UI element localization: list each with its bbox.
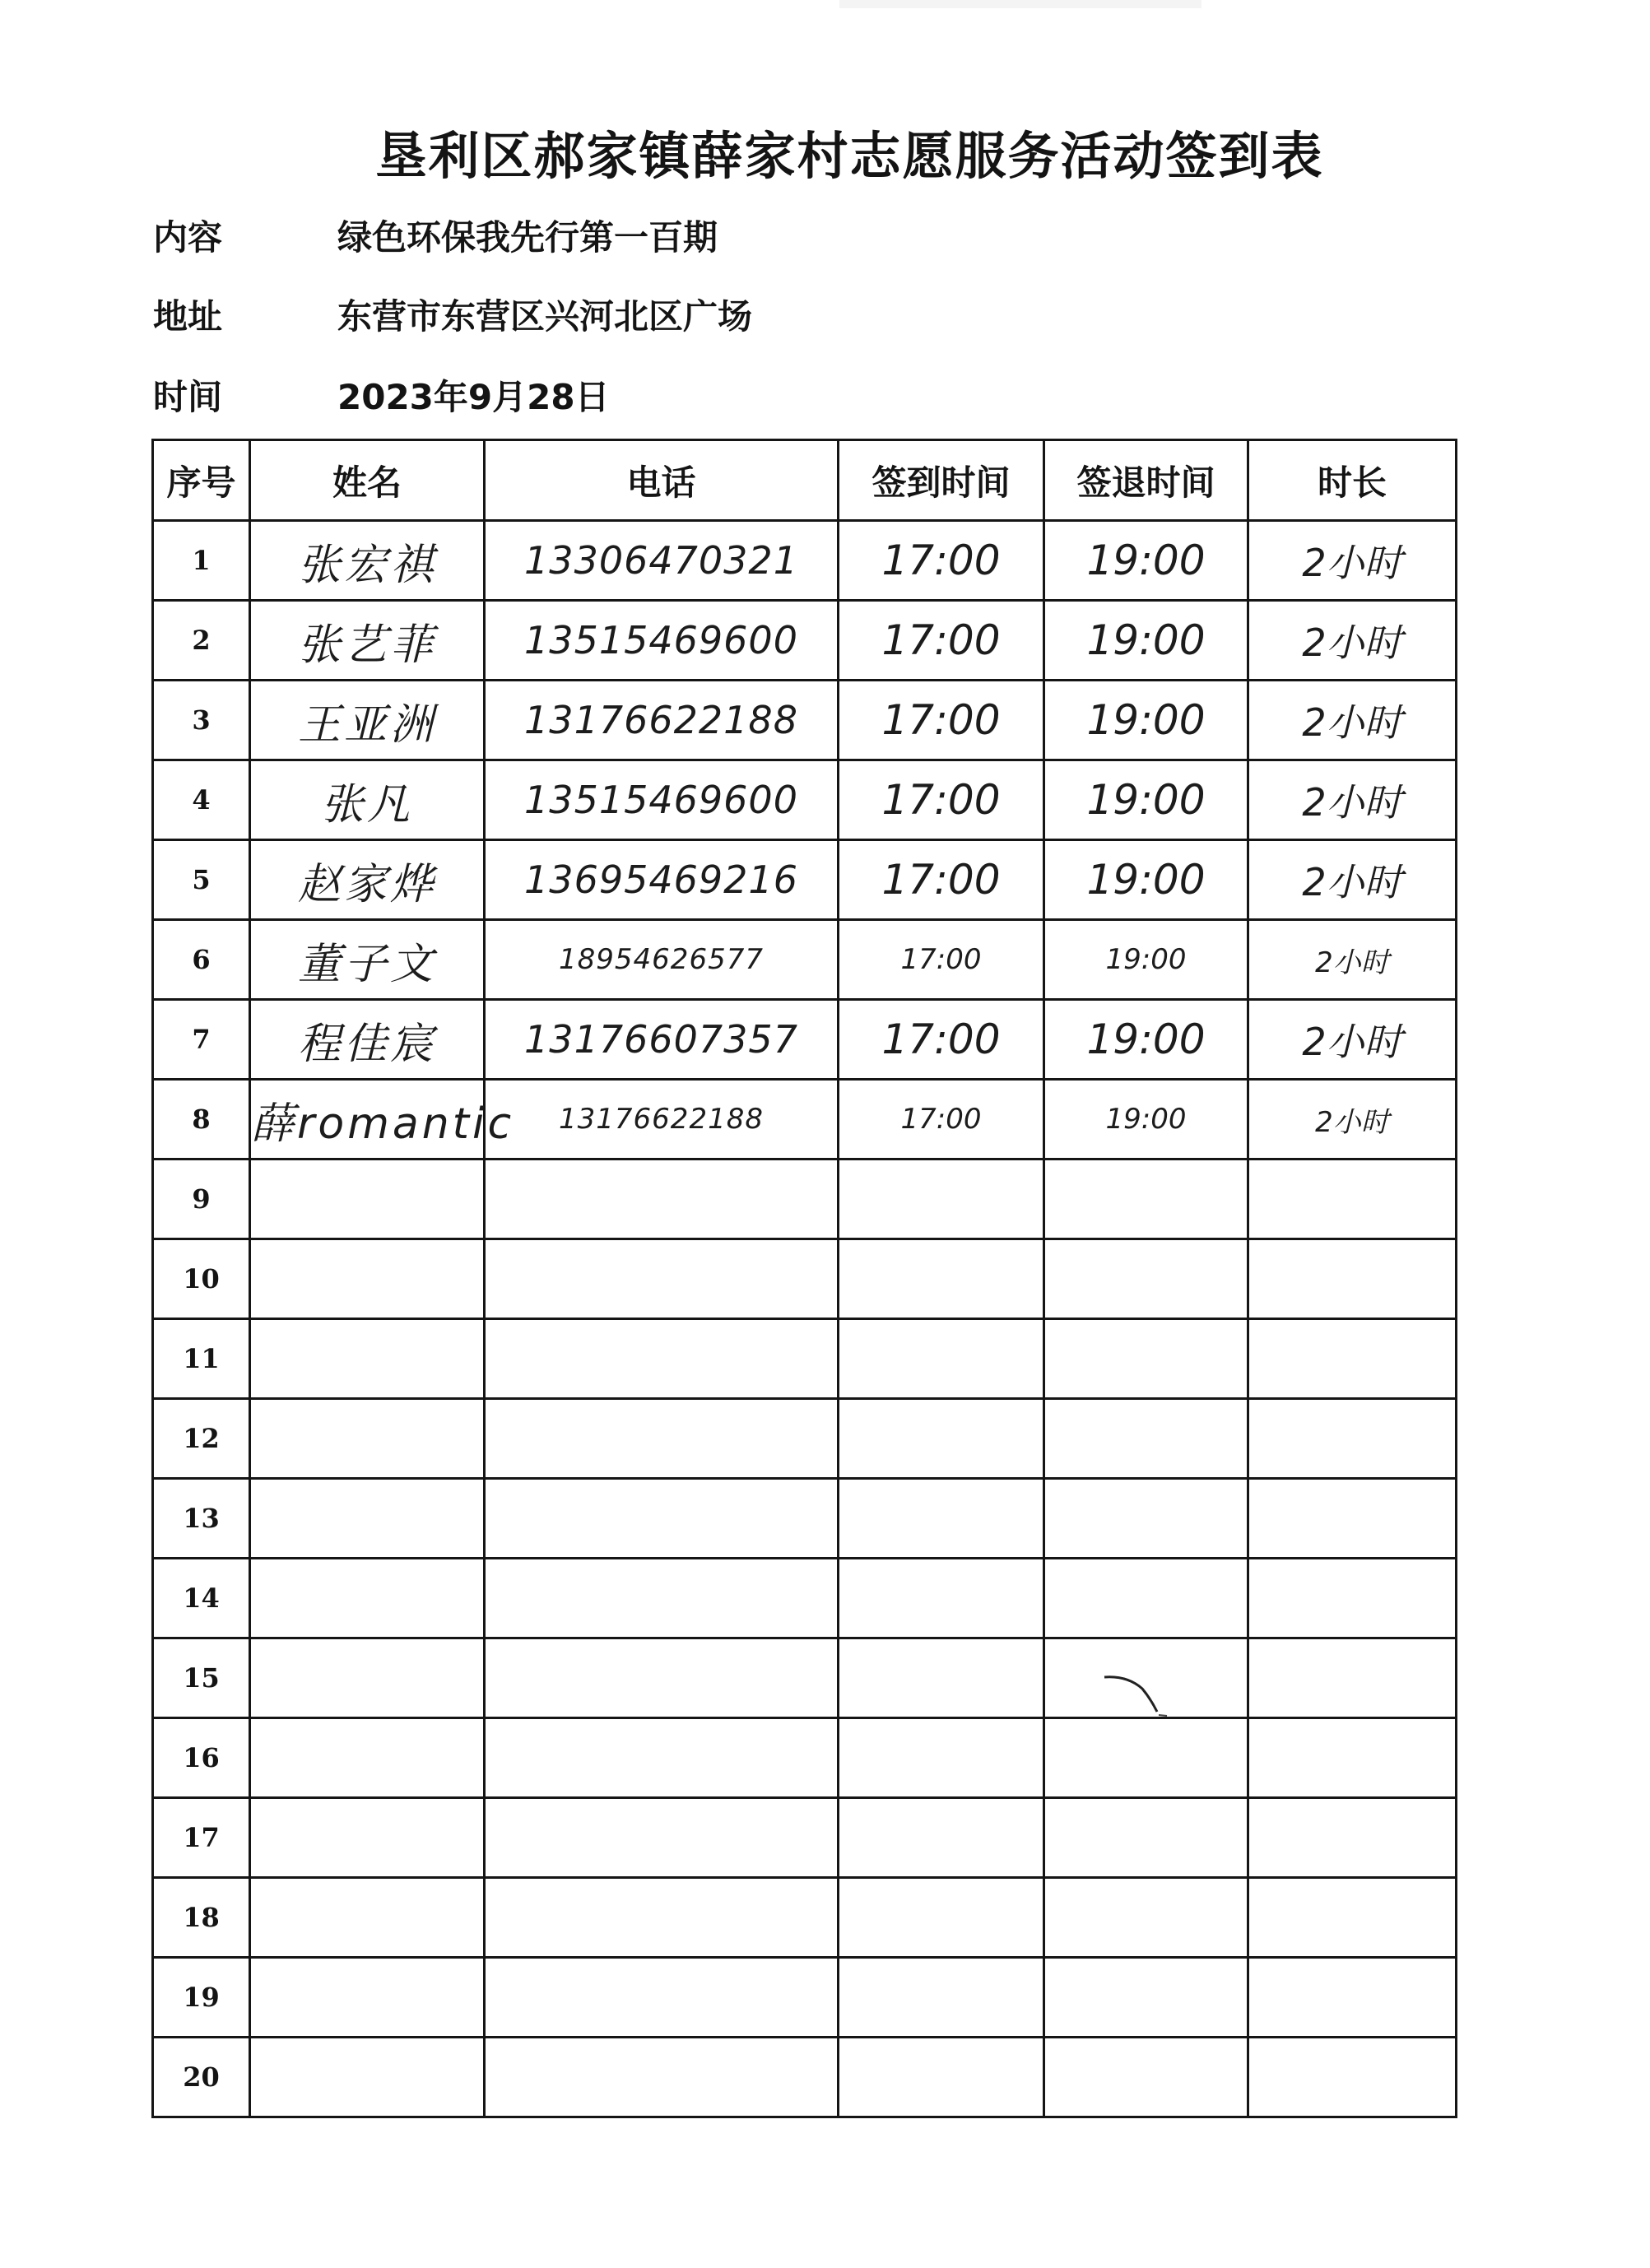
cell-seq: 8 [153, 1080, 250, 1160]
cell-name [250, 681, 485, 760]
cell-seq: 20 [153, 2038, 250, 2117]
handwritten-name: 薛romantic [251, 1099, 515, 1149]
cell-phone [485, 1399, 839, 1479]
handwritten-sign-out: 19:00 [1086, 856, 1206, 904]
handwritten-sign-in: 17:00 [881, 856, 1001, 904]
cell-sign-in [839, 1319, 1044, 1399]
cell-name [250, 840, 485, 920]
handwritten-name: 张凡 [320, 779, 413, 830]
cell-seq: 13 [153, 1479, 250, 1559]
cell-sign-in [839, 1479, 1044, 1559]
address-label: 地址 [153, 296, 223, 337]
cell-sign-out [1044, 1798, 1248, 1878]
table-row [153, 1559, 1457, 1638]
document-title: 垦利区郝家镇薛家村志愿服务活动签到表 [375, 126, 1324, 186]
cell-duration [1248, 1239, 1457, 1319]
handwritten-phone: 18954626577 [559, 943, 764, 976]
table-row [153, 920, 1457, 1000]
handwritten-name: 王亚洲 [297, 699, 436, 750]
cell-duration [1248, 1479, 1457, 1559]
info-content-row [153, 209, 718, 267]
cell-seq: 19 [153, 1958, 250, 2038]
handwritten-phone: 13515469600 [524, 778, 798, 822]
cell-sign-in [839, 1798, 1044, 1878]
table-row [153, 2038, 1457, 2117]
handwritten-duration: 2小时 [1315, 1105, 1389, 1139]
cell-duration [1248, 681, 1457, 760]
cell-name [250, 1878, 485, 1958]
cell-seq: 14 [153, 1559, 250, 1638]
cell-sign-out [1044, 1080, 1248, 1160]
cell-name [250, 1319, 485, 1399]
cell-sign-out [1044, 840, 1248, 920]
cell-seq: 10 [153, 1239, 250, 1319]
cell-phone [485, 1160, 839, 1239]
cell-duration [1248, 1798, 1457, 1878]
cell-sign-out [1044, 681, 1248, 760]
cell-name [250, 1239, 485, 1319]
cell-duration [1248, 1160, 1457, 1239]
address-value: 东营市东营区兴河北区广场 [337, 296, 753, 337]
cell-name [250, 1160, 485, 1239]
cell-name [250, 1638, 485, 1718]
handwritten-phone: 13176622188 [559, 1103, 764, 1136]
table-row [153, 1638, 1457, 1718]
content-value: 绿色环保我先行第一百期 [337, 217, 718, 258]
table-row [153, 681, 1457, 760]
handwritten-name: 程佳宸 [297, 1019, 436, 1069]
cell-seq: 6 [153, 920, 250, 1000]
header-duration: 时长 [1248, 440, 1457, 521]
cell-sign-in [839, 1000, 1044, 1080]
cell-duration [1248, 760, 1457, 840]
table-row [153, 1399, 1457, 1479]
cell-seq: 9 [153, 1160, 250, 1239]
cell-name [250, 521, 485, 601]
cell-duration [1248, 2038, 1457, 2117]
cell-sign-in [839, 1559, 1044, 1638]
time-value: 2023年9月28日 [337, 377, 610, 417]
cell-phone [485, 601, 839, 681]
cell-phone [485, 760, 839, 840]
cell-name [250, 1958, 485, 2038]
cell-name [250, 760, 485, 840]
table-row [153, 1798, 1457, 1878]
table-row [153, 1080, 1457, 1160]
cell-sign-in [839, 1160, 1044, 1239]
cell-duration [1248, 1080, 1457, 1160]
handwritten-phone: 13515469600 [524, 618, 798, 662]
cell-sign-in [839, 521, 1044, 601]
handwritten-duration: 2小时 [1302, 860, 1402, 904]
table-row [153, 1958, 1457, 2038]
table-row [153, 760, 1457, 840]
cell-sign-in [839, 1399, 1044, 1479]
cell-phone [485, 1958, 839, 2038]
handwritten-sign-in: 17:00 [881, 1015, 1001, 1063]
handwritten-sign-in: 17:00 [881, 696, 1001, 744]
header-sign-out: 签退时间 [1044, 440, 1248, 521]
cell-phone [485, 2038, 839, 2117]
cell-phone [485, 1638, 839, 1718]
cell-duration [1248, 840, 1457, 920]
cell-sign-out [1044, 1000, 1248, 1080]
cell-seq: 16 [153, 1718, 250, 1798]
cell-duration [1248, 521, 1457, 601]
cell-sign-in [839, 1958, 1044, 2038]
stray-pen-mark [1103, 1671, 1169, 1720]
handwritten-sign-out: 19:00 [1086, 1015, 1206, 1063]
cell-phone [485, 681, 839, 760]
table-row [153, 840, 1457, 920]
cell-seq: 7 [153, 1000, 250, 1080]
table-row [153, 1000, 1457, 1080]
cell-duration [1248, 920, 1457, 1000]
cell-seq: 2 [153, 601, 250, 681]
cell-phone [485, 1718, 839, 1798]
cell-sign-out [1044, 1319, 1248, 1399]
handwritten-sign-in: 17:00 [900, 1103, 982, 1136]
cell-sign-out [1044, 1160, 1248, 1239]
cell-duration [1248, 1319, 1457, 1399]
cell-seq: 3 [153, 681, 250, 760]
cell-phone [485, 920, 839, 1000]
cell-name [250, 920, 485, 1000]
cell-sign-in [839, 760, 1044, 840]
table-row [153, 1878, 1457, 1958]
cell-duration [1248, 1718, 1457, 1798]
cell-sign-in [839, 681, 1044, 760]
cell-sign-in [839, 1718, 1044, 1798]
cell-name [250, 1559, 485, 1638]
table-row [153, 1160, 1457, 1239]
cell-phone [485, 1798, 839, 1878]
cell-sign-out [1044, 1958, 1248, 2038]
cell-phone [485, 840, 839, 920]
table-row [153, 521, 1457, 601]
cell-name [250, 1080, 515, 1160]
handwritten-duration: 2小时 [1315, 946, 1389, 979]
scan-edge-strip [839, 0, 1201, 8]
cell-seq: 12 [153, 1399, 250, 1479]
handwritten-sign-in: 17:00 [900, 943, 982, 976]
cell-duration [1248, 1958, 1457, 2038]
cell-sign-in [839, 920, 1044, 1000]
cell-sign-in [839, 1878, 1044, 1958]
cell-sign-in [839, 1239, 1044, 1319]
header-sign-in: 签到时间 [839, 440, 1044, 521]
handwritten-phone: 13306470321 [524, 538, 798, 583]
cell-sign-out [1044, 920, 1248, 1000]
cell-seq: 17 [153, 1798, 250, 1878]
info-address-row [153, 288, 752, 346]
cell-name [250, 1798, 485, 1878]
table-row [153, 1319, 1457, 1399]
cell-phone [485, 521, 839, 601]
cell-name [250, 1399, 485, 1479]
cell-phone [485, 1479, 839, 1559]
table-row [153, 601, 1457, 681]
handwritten-sign-out: 19:00 [1086, 616, 1206, 664]
cell-duration [1248, 601, 1457, 681]
cell-duration [1248, 1878, 1457, 1958]
cell-sign-in [839, 1080, 1044, 1160]
cell-duration [1248, 1399, 1457, 1479]
handwritten-phone: 13176622188 [524, 698, 798, 742]
handwritten-sign-out: 19:00 [1086, 696, 1206, 744]
cell-seq: 1 [153, 521, 250, 601]
cell-seq: 18 [153, 1878, 250, 1958]
cell-phone [485, 1000, 839, 1080]
cell-phone [485, 1319, 839, 1399]
header-name: 姓名 [250, 440, 485, 521]
signin-table [151, 439, 1457, 2118]
cell-sign-out [1044, 1399, 1248, 1479]
cell-sign-out [1044, 601, 1248, 681]
cell-seq: 5 [153, 840, 250, 920]
cell-duration [1248, 1559, 1457, 1638]
table-header-row [153, 440, 1457, 521]
cell-sign-out [1044, 1479, 1248, 1559]
cell-name [250, 1000, 485, 1080]
cell-seq: 15 [153, 1638, 250, 1718]
cell-duration [1248, 1638, 1457, 1718]
handwritten-sign-in: 17:00 [881, 776, 1001, 824]
handwritten-phone: 13176607357 [524, 1017, 798, 1062]
cell-sign-out [1044, 1718, 1248, 1798]
handwritten-duration: 2小时 [1302, 541, 1402, 585]
handwritten-duration: 2小时 [1302, 700, 1402, 745]
cell-sign-in [839, 601, 1044, 681]
handwritten-name: 董子文 [297, 939, 436, 989]
cell-sign-in [839, 1638, 1044, 1718]
handwritten-phone: 13695469216 [524, 857, 798, 902]
handwritten-sign-in: 17:00 [881, 537, 1001, 584]
cell-phone [485, 1878, 839, 1958]
cell-duration [1248, 1000, 1457, 1080]
cell-phone [485, 1239, 839, 1319]
handwritten-sign-out: 19:00 [1086, 537, 1206, 584]
content-label: 内容 [153, 217, 223, 258]
cell-name [250, 601, 485, 681]
header-phone: 电话 [485, 440, 839, 521]
cell-sign-out [1044, 2038, 1248, 2117]
cell-sign-out [1044, 1559, 1248, 1638]
cell-name [250, 1718, 485, 1798]
handwritten-sign-out: 19:00 [1086, 776, 1206, 824]
handwritten-name: 张艺菲 [297, 620, 436, 670]
info-time-row [153, 369, 610, 426]
handwritten-sign-out: 19:00 [1105, 1103, 1187, 1136]
cell-sign-out [1044, 1878, 1248, 1958]
cell-name [250, 2038, 485, 2117]
cell-phone [485, 1080, 839, 1160]
cell-sign-in [839, 2038, 1044, 2117]
handwritten-duration: 2小时 [1302, 620, 1402, 665]
handwritten-sign-in: 17:00 [881, 616, 1001, 664]
time-label: 时间 [153, 377, 223, 417]
cell-seq: 11 [153, 1319, 250, 1399]
handwritten-duration: 2小时 [1302, 1020, 1402, 1064]
cell-sign-out [1044, 760, 1248, 840]
table-row [153, 1718, 1457, 1798]
handwritten-name: 张宏祺 [297, 540, 436, 590]
cell-sign-in [839, 840, 1044, 920]
handwritten-duration: 2小时 [1302, 780, 1402, 825]
cell-phone [485, 1559, 839, 1638]
cell-name [250, 1479, 485, 1559]
handwritten-name: 赵家烨 [297, 859, 436, 909]
cell-seq: 4 [153, 760, 250, 840]
handwritten-sign-out: 19:00 [1105, 943, 1187, 976]
cell-sign-out [1044, 521, 1248, 601]
table-row [153, 1479, 1457, 1559]
cell-sign-out [1044, 1239, 1248, 1319]
table-row [153, 1239, 1457, 1319]
header-seq: 序号 [153, 440, 250, 521]
